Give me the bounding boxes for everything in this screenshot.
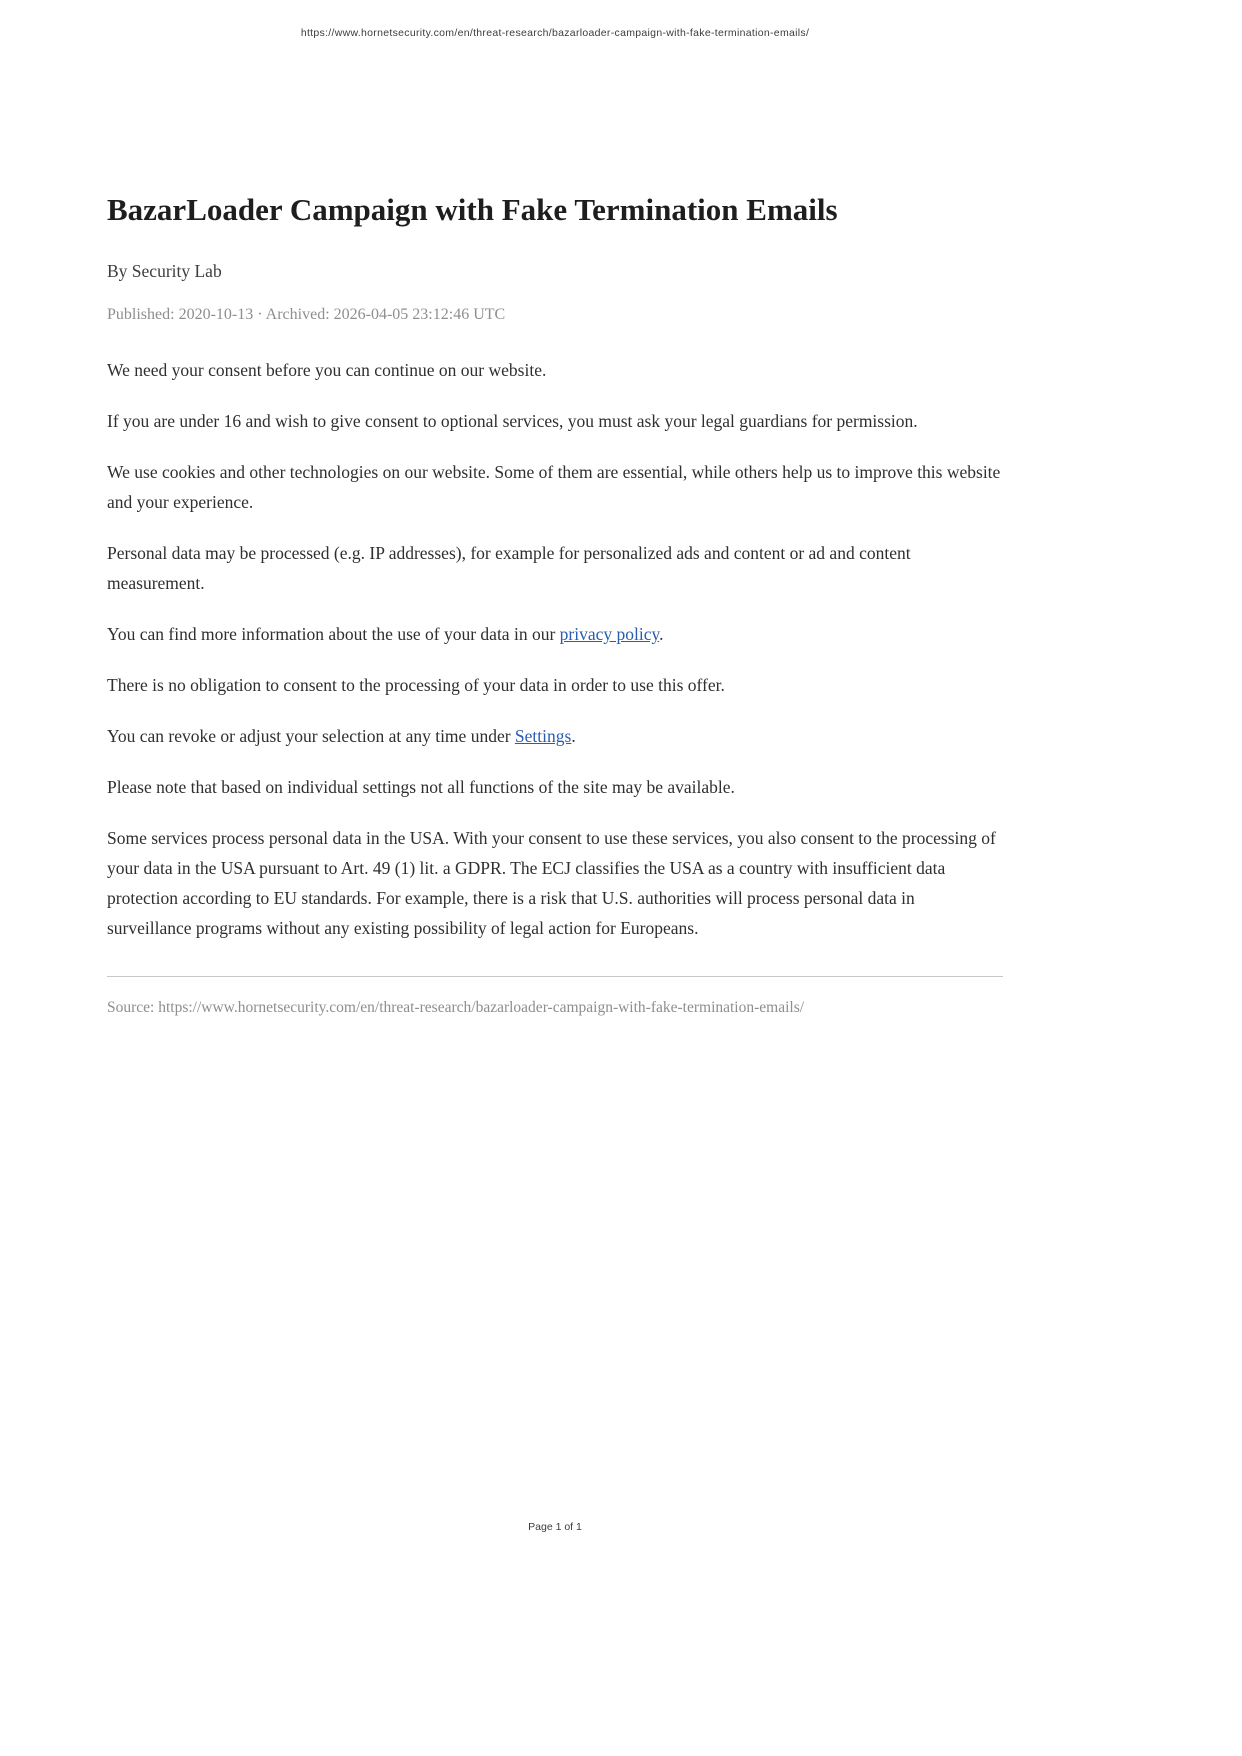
paragraph: [107, 670, 1003, 700]
paragraph-text: .: [659, 624, 664, 644]
paragraph-text: Please note that based on individual settings not all functions of the site may be available.: [107, 777, 735, 797]
divider: [107, 976, 1003, 977]
paragraph-text: You can find more information about the use of your data in our: [107, 624, 560, 644]
paragraph: [107, 355, 1003, 385]
paragraph-text: Personal data may be processed (e.g. IP addresses), for example for personalized ads and content or ad and content measurement.: [107, 543, 911, 593]
privacy-policy-link[interactable]: privacy policy: [559, 624, 660, 644]
paragraph-text: If you are under 16 and wish to give consent to optional services, you must ask your legal guardians for permission.: [107, 411, 918, 431]
paragraph-text: There is no obligation to consent to the processing of your data in order to use this offer.: [107, 675, 725, 695]
paragraph: [107, 619, 1003, 649]
settings-link[interactable]: Settings: [514, 726, 572, 746]
paragraph-text: You can revoke or adjust your selection at any time under: [107, 726, 515, 746]
page-title: BazarLoader Campaign with Fake Termination Emails: [107, 192, 838, 227]
page-number: Page 1 of 1: [528, 1521, 582, 1533]
paragraph: [107, 538, 1003, 598]
article-body: [107, 190, 1003, 1017]
paragraph: [107, 772, 1003, 802]
paragraph: [107, 721, 1003, 751]
paragraph: [107, 457, 1003, 517]
paragraph: [107, 823, 1003, 943]
print-header-url: https://www.hornetsecurity.com/en/threat-research/bazarloader-campaign-with-fake-termination-emails/: [300, 27, 810, 39]
paragraph-text: We use cookies and other technologies on our website. Some of them are essential, while others help us to improve this website and your experience.: [107, 462, 1001, 512]
paragraph-text: Some services process personal data in the USA. With your consent to use these services, you also consent to the processing of your data in the USA pursuant to Art. 49 (1) lit. a GDPR. The ECJ classifies the USA as a country with insufficient data protection according to EU standards. For example, there is a risk that U.S. authorities will process personal data in surveillance programs without any existing possibility of legal action for Europeans.: [107, 828, 996, 938]
paragraph-text: We need your consent before you can continue on our website.: [107, 360, 547, 380]
paragraph-text: .: [571, 726, 576, 746]
article-meta-dates: Published: 2020-10-13 · Archived: 2026-04-05 23:12:46 UTC: [107, 306, 506, 323]
paragraph: [107, 406, 1003, 436]
source-line: Source: https://www.hornetsecurity.com/en/threat-research/bazarloader-campaign-with-fake-termination-emails/: [107, 999, 805, 1016]
article-byline: By Security Lab: [107, 261, 222, 281]
